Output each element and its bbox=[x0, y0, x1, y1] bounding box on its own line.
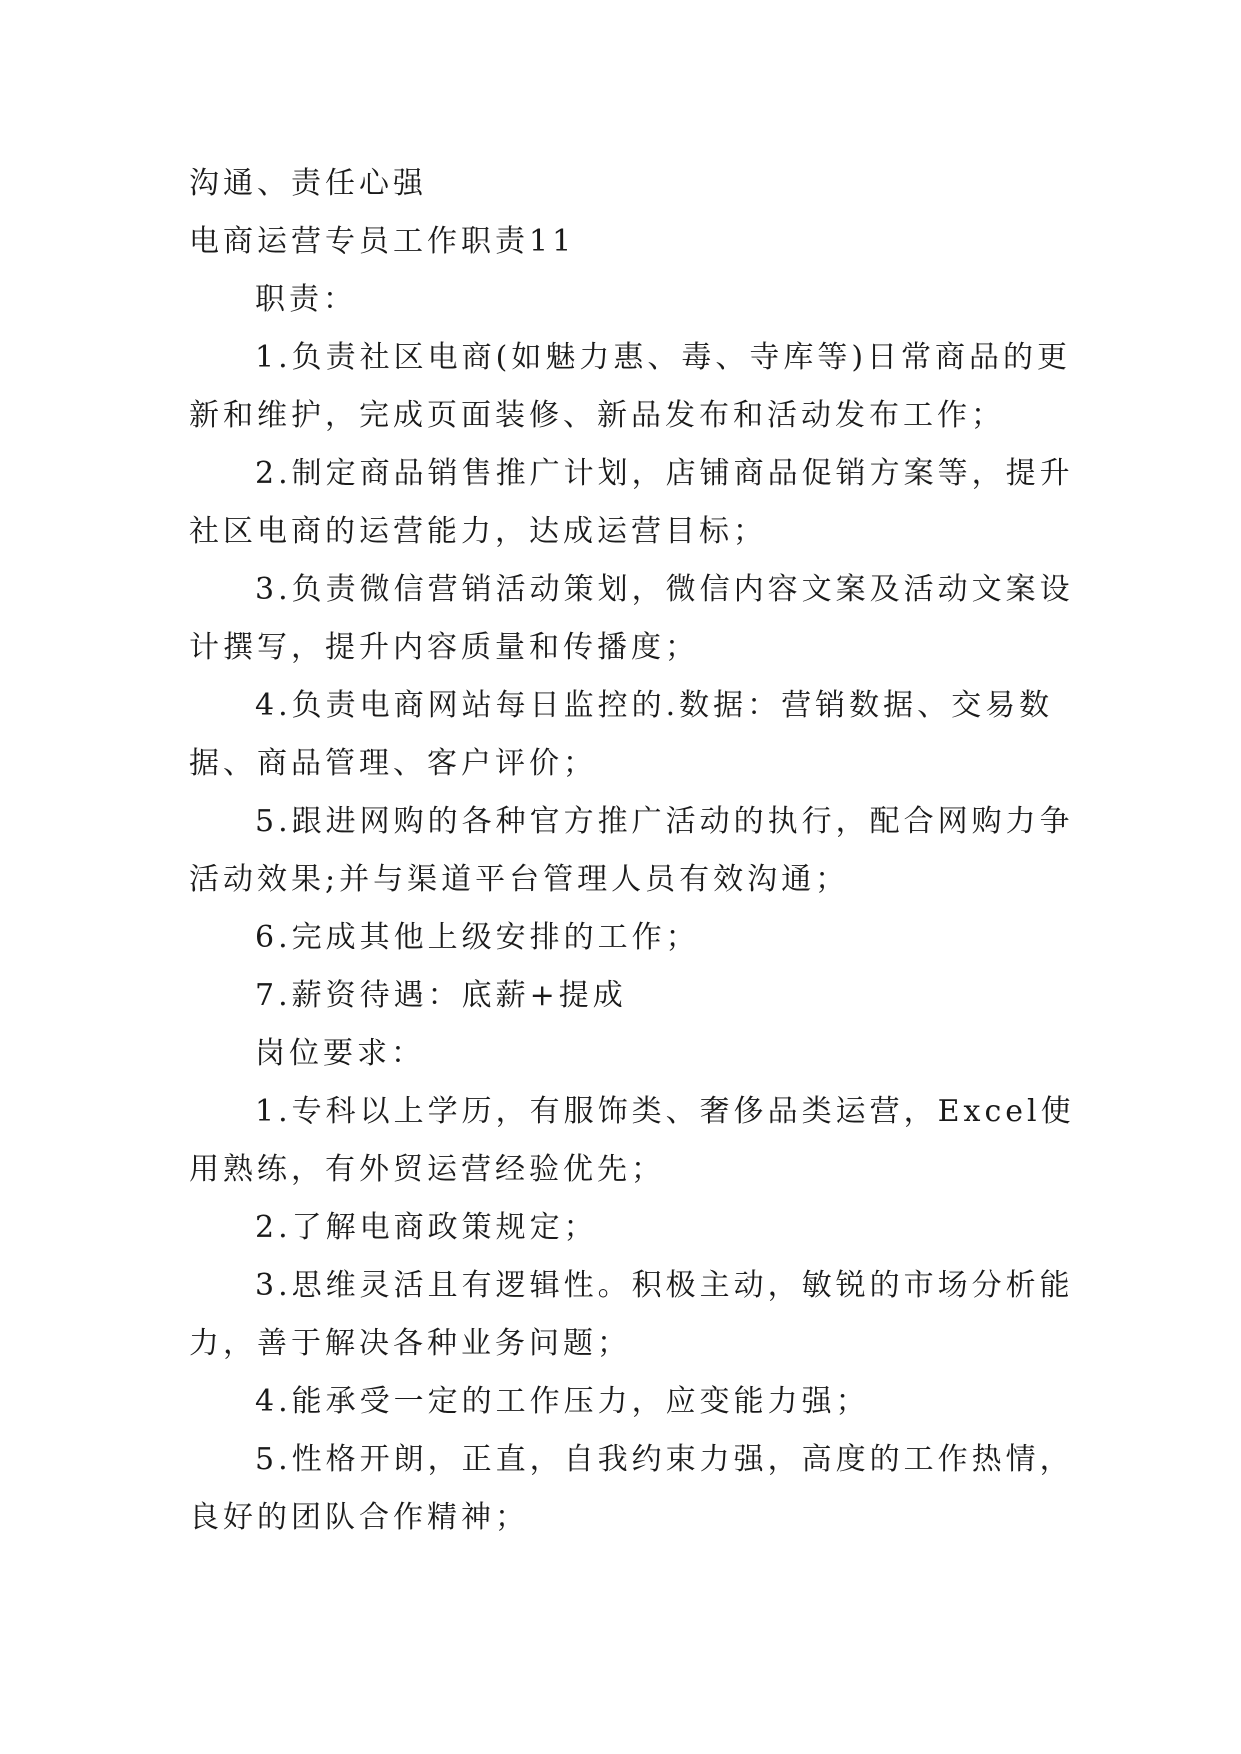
subheading-duties: 职责： bbox=[255, 282, 357, 317]
text-line: 4.负责电商网站每日监控的.数据：营销数据、交易数 bbox=[255, 688, 1054, 723]
text-line: 据、商品管理、客户评价； bbox=[189, 746, 597, 781]
text-line: 3.思维灵活且有逻辑性。积极主动，敏锐的市场分析能 bbox=[255, 1268, 1074, 1303]
text-line: 社区电商的运营能力，达成运营目标； bbox=[189, 514, 767, 549]
text-line: 1.专科以上学历，有服饰类、奢侈品类运营，Excel使 bbox=[255, 1094, 1075, 1129]
text-line: 5.跟进网购的各种官方推广活动的执行，配合网购力争 bbox=[255, 804, 1074, 839]
subheading-requirements: 岗位要求： bbox=[255, 1036, 425, 1071]
text-line: 6.完成其他上级安排的工作； bbox=[255, 920, 700, 955]
text-line: 5.性格开朗，正直，自我约束力强，高度的工作热情， bbox=[255, 1442, 1074, 1477]
text-line: 沟通、责任心强 bbox=[189, 166, 427, 201]
text-line: 2.了解电商政策规定； bbox=[255, 1210, 598, 1245]
text-line: 7.薪资待遇：底薪+提成 bbox=[255, 978, 627, 1013]
text-line: 3.负责微信营销活动策划，微信内容文案及活动文案设 bbox=[255, 572, 1074, 607]
text-line: 活动效果;并与渠道平台管理人员有效沟通； bbox=[189, 862, 850, 897]
text-line: 良好的团队合作精神； bbox=[189, 1500, 529, 1535]
text-line: 力，善于解决各种业务问题； bbox=[189, 1326, 631, 1361]
text-line: 新和维护，完成页面装修、新品发布和活动发布工作； bbox=[189, 398, 1005, 433]
text-line: 用熟练，有外贸运营经验优先； bbox=[189, 1152, 665, 1187]
text-line: 1.负责社区电商(如魅力惠、毒、寺库等)日常商品的更 bbox=[255, 340, 1072, 375]
text-line: 2.制定商品销售推广计划，店铺商品促销方案等，提升 bbox=[255, 456, 1074, 491]
section-heading: 电商运营专员工作职责11 bbox=[189, 224, 576, 259]
text-line: 计撰写，提升内容质量和传播度； bbox=[189, 630, 699, 665]
text-line: 4.能承受一定的工作压力，应变能力强； bbox=[255, 1384, 870, 1419]
